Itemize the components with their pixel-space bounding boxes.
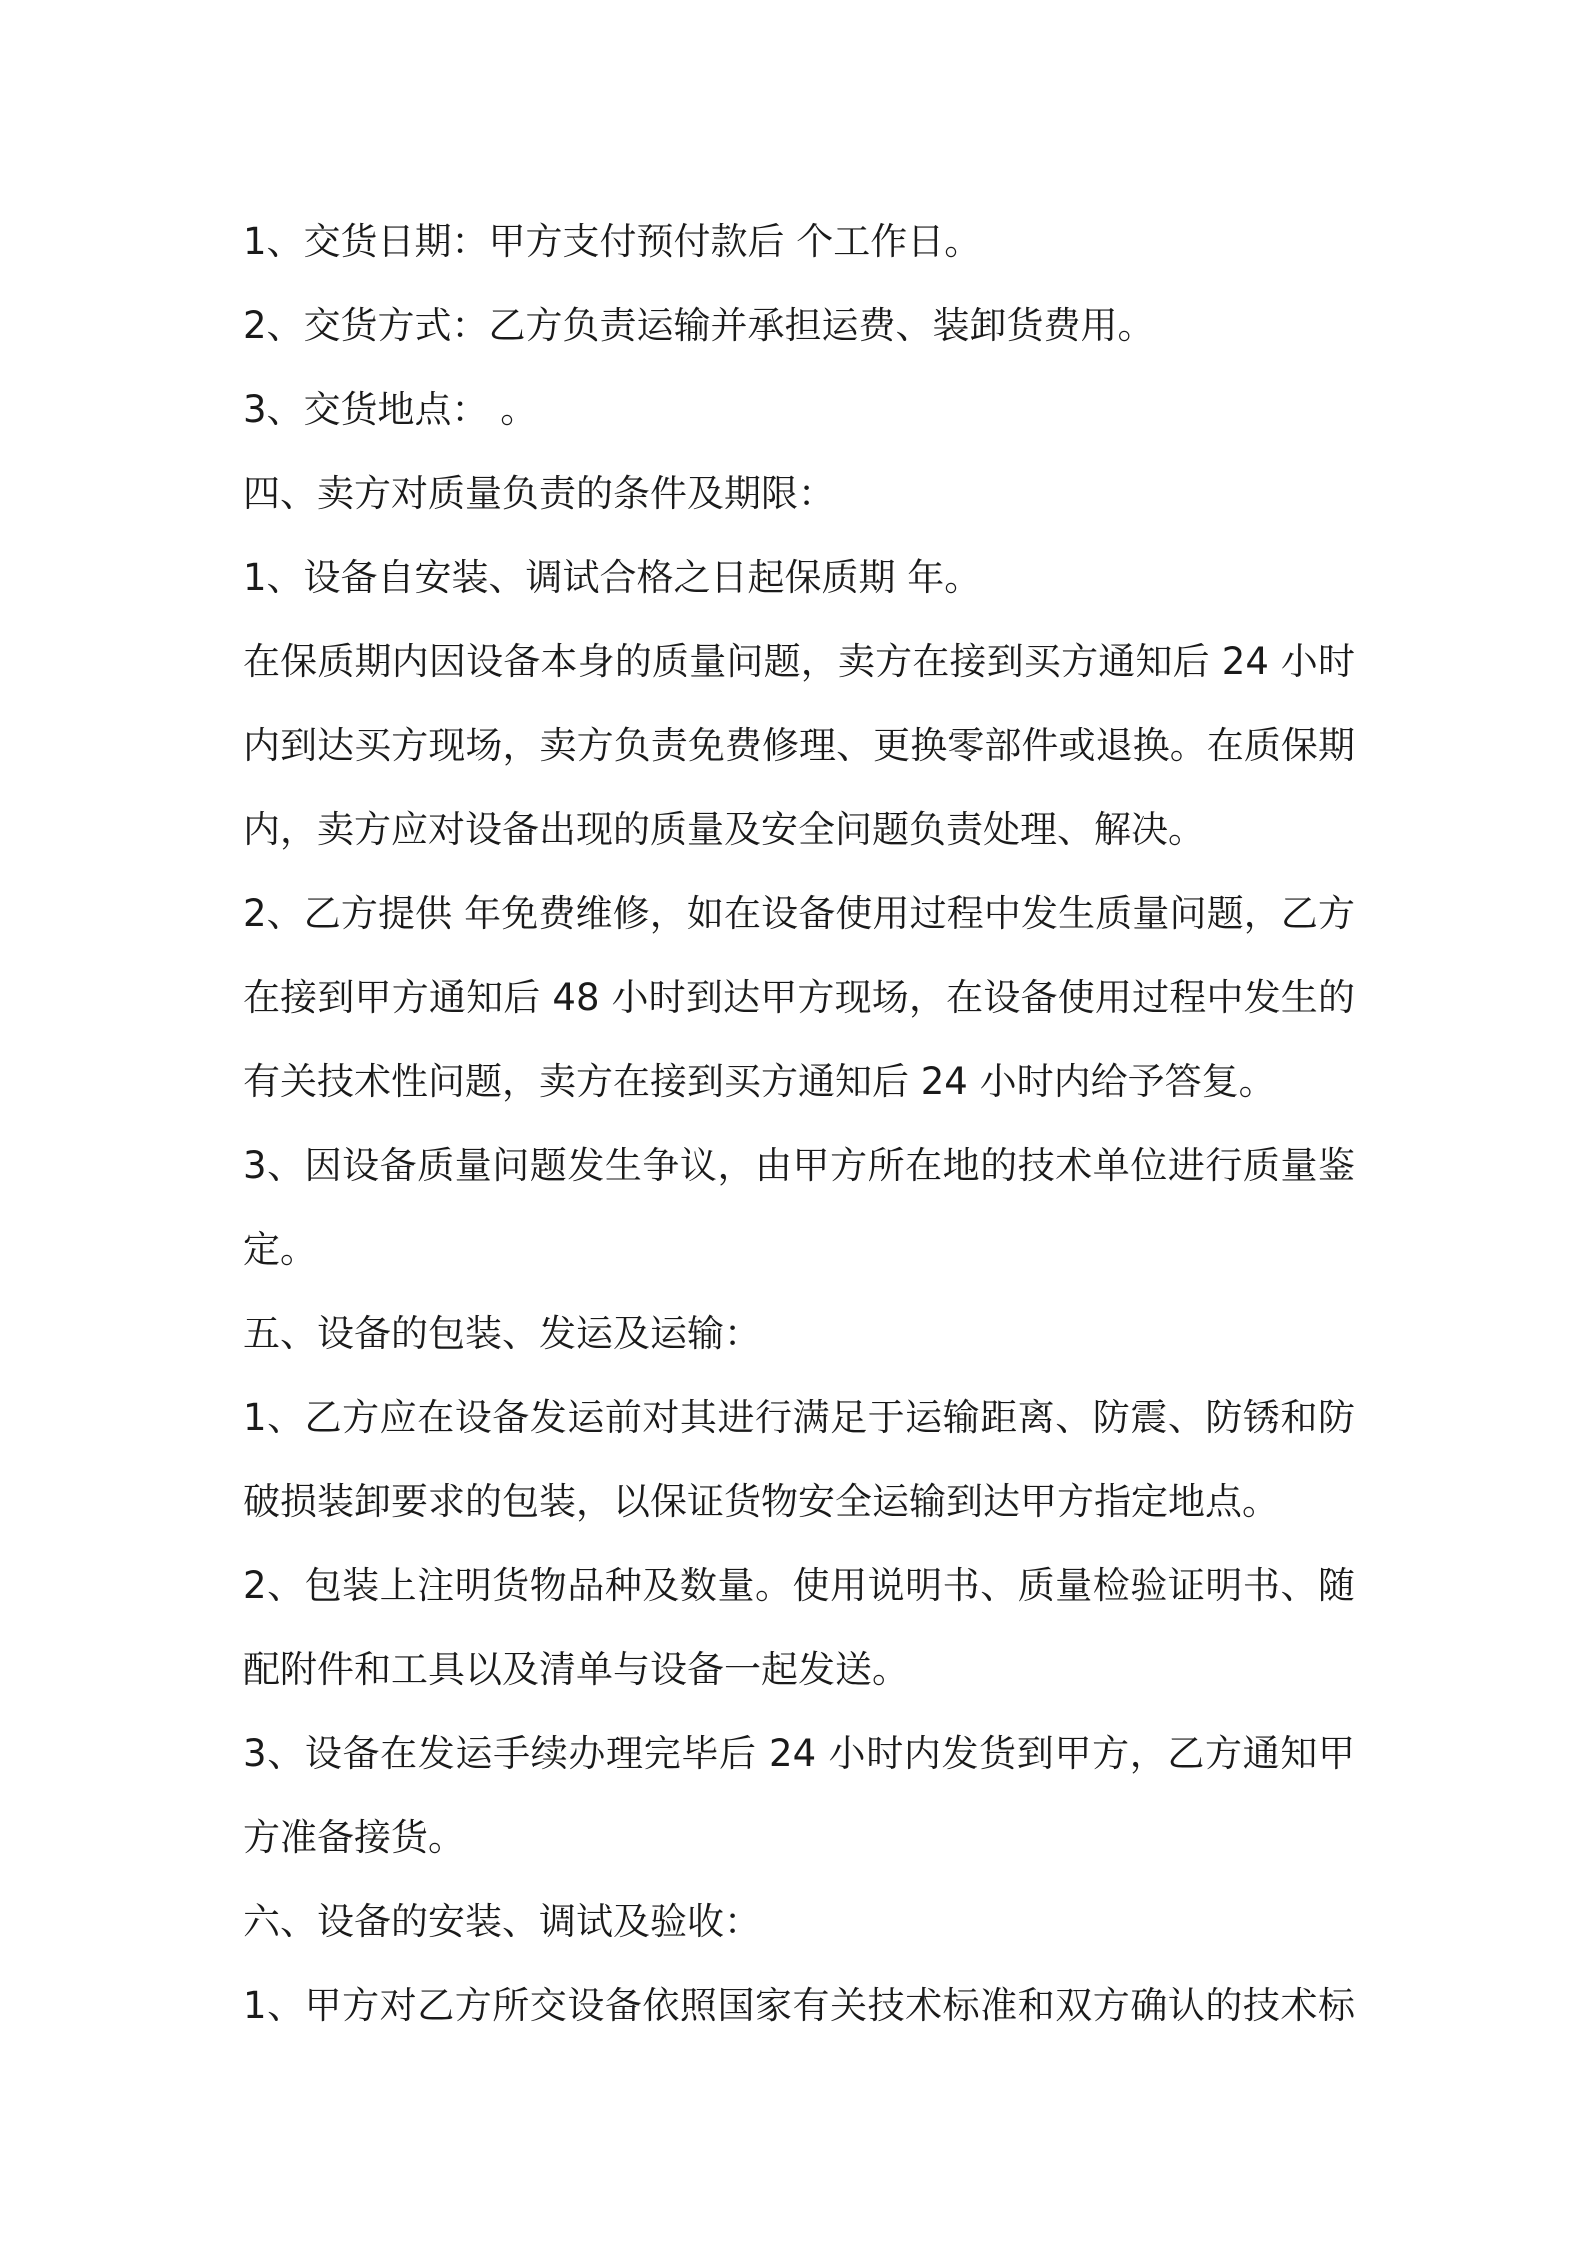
warranty-period-line: 1、设备自安装、调试合格之日起保质期 年。 <box>243 556 982 599</box>
dispute-paragraph-line: 3、因设备质量问题发生争议，由甲方所在地的技术单位进行质量鉴 <box>243 1144 1355 1187</box>
section-heading-quality: 四、卖方对质量负责的条件及期限： <box>243 472 835 515</box>
document-body <box>243 200 1355 2048</box>
section-heading-packaging: 五、设备的包装、发运及运输： <box>243 1312 761 1355</box>
warranty-paragraph-line: 内到达买方现场，卖方负责免费修理、更换零部件或退换。在质保期 <box>243 724 1355 767</box>
maintenance-paragraph-line: 有关技术性问题，卖方在接到买方通知后 24 小时内给予答复。 <box>243 1060 1276 1103</box>
labeling-paragraph-line: 2、包装上注明货物品种及数量。使用说明书、质量检验证明书、随 <box>243 1564 1355 1607</box>
delivery-date-line: 1、交货日期：甲方支付预付款后 个工作日。 <box>243 220 982 263</box>
warranty-paragraph-line: 在保质期内因设备本身的质量问题，卖方在接到买方通知后 24 小时 <box>243 640 1355 683</box>
dispute-paragraph-line: 定。 <box>243 1228 317 1271</box>
maintenance-paragraph-line: 2、乙方提供 年免费维修，如在设备使用过程中发生质量问题，乙方 <box>243 892 1355 935</box>
packaging-paragraph-line: 1、乙方应在设备发运前对其进行满足于运输距离、防震、防锈和防 <box>243 1396 1355 1439</box>
delivery-method-line: 2、交货方式：乙方负责运输并承担运费、装卸货费用。 <box>243 304 1155 347</box>
labeling-paragraph-line: 配附件和工具以及清单与设备一起发送。 <box>243 1648 909 1691</box>
maintenance-paragraph-line: 在接到甲方通知后 48 小时到达甲方现场，在设备使用过程中发生的 <box>243 976 1355 1019</box>
installation-paragraph-line: 1、甲方对乙方所交设备依照国家有关技术标准和双方确认的技术标 <box>243 1984 1355 2027</box>
shipping-paragraph-line: 3、设备在发运手续办理完毕后 24 小时内发货到甲方，乙方通知甲 <box>243 1732 1355 1775</box>
delivery-location-line: 3、交货地点： 。 <box>243 388 538 431</box>
packaging-paragraph-line: 破损装卸要求的包装，以保证货物安全运输到达甲方指定地点。 <box>243 1480 1279 1523</box>
section-heading-installation: 六、设备的安装、调试及验收： <box>243 1900 761 1943</box>
shipping-paragraph-line: 方准备接货。 <box>243 1816 465 1859</box>
warranty-paragraph-line: 内，卖方应对设备出现的质量及安全问题负责处理、解决。 <box>243 808 1205 851</box>
